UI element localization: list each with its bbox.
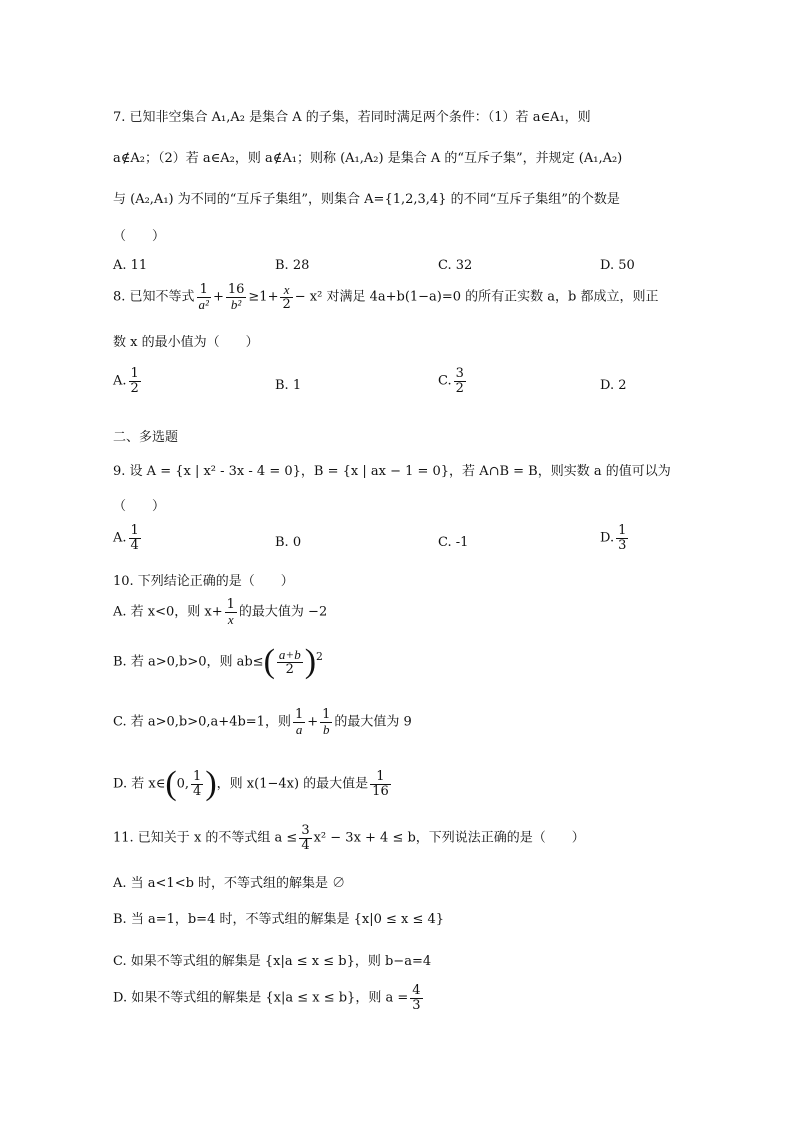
q10-d-den2: 16	[372, 783, 389, 799]
q10-option-d	[113, 767, 393, 801]
q11-pre: 11. 已知关于 x 的不等式组 a ≤	[113, 830, 298, 846]
q11-option-d	[113, 984, 425, 1012]
q8-option-d: D. 2	[600, 378, 627, 393]
q9-line2: （ ）	[113, 499, 166, 514]
q8-option-a	[113, 367, 143, 395]
q7-option-d: D. 50	[600, 258, 635, 273]
q10-a-den: x	[225, 612, 237, 627]
q10-c-den2: b	[320, 722, 332, 737]
q9-option-a-label: A.	[113, 530, 127, 546]
q9-option-a-num: 1	[130, 523, 139, 538]
section-title-multiple-choice: 二、多选题	[113, 430, 179, 445]
q7-line2: a∉A₂；（2）若 a∈A₂，则 a∉A₁；则称 (A₁,A₂) 是集合 A 的“互斥子集”，并规定 (A₁,A₂)	[113, 151, 623, 166]
q7-line4: （ ）	[113, 229, 166, 244]
q10-option-c-post: 的最大值为 9	[334, 714, 412, 730]
q10-a-num: 1	[226, 597, 235, 612]
q11-d-den: 3	[412, 997, 421, 1013]
q10-c-num2: 1	[322, 707, 331, 722]
q8-option-c-den: 2	[455, 380, 464, 396]
q8-frac3-den: 2	[282, 296, 291, 312]
q10-d-left: 0,	[176, 776, 190, 792]
q10-b-num: a+b	[278, 646, 301, 662]
q10-d-left-paren: (	[165, 765, 177, 802]
q11-stem	[113, 824, 585, 852]
q11-d-num: 4	[412, 983, 421, 998]
q11-den: 4	[301, 837, 310, 853]
q8-option-a-label: A.	[113, 373, 127, 389]
q8-line1	[113, 283, 659, 311]
q9-line1: 9. 设 A = {x | x² - 3x - 4 = 0}，B = {x | ax − 1 = 0}，若 A∩B = B，则实数 a 的值可以为	[113, 464, 671, 479]
q10-c-num1: 1	[294, 707, 304, 722]
q8-option-c-num: 3	[455, 366, 464, 381]
q8-fraction-1	[197, 283, 211, 311]
q10-option-b	[113, 645, 323, 679]
q9-option-d	[600, 524, 630, 552]
q8-frac2-den: b²	[226, 297, 247, 312]
q9-option-d-label: D.	[600, 530, 615, 546]
q10-c-den1: a	[293, 722, 305, 737]
q8-frac3-num: x	[283, 282, 290, 297]
q8-fraction-2	[226, 283, 247, 311]
q8-fraction-3	[280, 283, 292, 311]
q8-frac1-num: 1	[199, 282, 208, 297]
q10-c-plus: +	[307, 714, 319, 730]
q10-b-exponent: 2	[316, 650, 323, 664]
q11-post: x² − 3x + 4 ≤ b，下列说法正确的是（ ）	[313, 830, 585, 846]
q10-option-a-pre: A. 若 x<0，则 x+	[113, 604, 223, 620]
q10-d-den: 4	[193, 783, 202, 799]
q7-line1: 7. 已知非空集合 A₁,A₂ 是集合 A 的子集，若同时满足两个条件：（1）若 a∈A₁，则	[113, 110, 591, 125]
q10-b-den: 2	[277, 662, 303, 677]
q10-d-right-paren: )	[205, 765, 217, 802]
q11-num: 3	[301, 823, 310, 838]
q8-frac1-den: a²	[198, 296, 209, 312]
q10-option-c-pre: C. 若 a>0,b>0,a+4b=1，则	[113, 714, 291, 730]
q8-tail: − x² 对满足 4a+b(1−a)=0 的所有正实数 a，b 都成立，则正	[294, 289, 659, 305]
q8-mid: ≥1+	[248, 289, 279, 305]
q8-option-a-num: 1	[130, 366, 139, 381]
q8-option-b: B. 1	[275, 378, 302, 393]
q10-option-c	[113, 708, 412, 736]
q11-option-b: B. 当 a=1，b=4 时，不等式组的解集是 {x|0 ≤ x ≤ 4}	[113, 912, 445, 927]
q10-option-d-pre: D. 若 x∈	[113, 776, 166, 792]
q9-option-d-den: 3	[618, 537, 627, 553]
q9-option-c: C. -1	[438, 535, 469, 550]
q10-b-right-paren: )	[304, 643, 317, 680]
q8-prefix: 8. 已知不等式	[113, 289, 195, 305]
q8-frac2-num: 16	[227, 282, 245, 297]
q11-option-a: A. 当 a<1<b 时，不等式组的解集是 ∅	[113, 876, 346, 891]
q11-option-c: C. 如果不等式组的解集是 {x|a ≤ x ≤ b}，则 b−a=4	[113, 954, 432, 969]
q8-option-c	[438, 367, 468, 395]
q9-option-a	[113, 524, 143, 552]
q8-option-c-label: C.	[438, 373, 452, 389]
q9-option-b: B. 0	[275, 535, 302, 550]
q7-option-c: C. 32	[438, 258, 473, 273]
q7-line3: 与 (A₂,A₁) 为不同的“互斥子集组”，则集合 A={1,2,3,4} 的不同“互斥子集组”的个数是	[113, 192, 620, 207]
q10-option-a-post: 的最大值为 −2	[238, 604, 328, 620]
q8-option-a-den: 2	[130, 380, 139, 396]
q11-d-pre: D. 如果不等式组的解集是 {x|a ≤ x ≤ b}，则 a =	[113, 990, 409, 1006]
q10-d-num2: 1	[376, 768, 385, 784]
q9-option-d-num: 1	[618, 523, 627, 538]
q10-d-mid: ，则 x(1−4x) 的最大值是	[216, 776, 369, 792]
q9-option-a-den: 4	[130, 537, 139, 553]
q8-line2: 数 x 的最小值为（ ）	[113, 335, 259, 350]
q10-option-b-pre: B. 若 a>0,b>0，则 ab≤	[113, 654, 264, 670]
q10-stem: 10. 下列结论正确的是（ ）	[113, 574, 294, 589]
q8-plus: +	[212, 289, 224, 305]
q10-d-num: 1	[193, 768, 202, 784]
q7-option-b: B. 28	[275, 258, 310, 273]
q10-option-a	[113, 598, 327, 626]
q7-option-a: A. 11	[113, 258, 148, 273]
q10-b-left-paren: (	[263, 643, 275, 680]
